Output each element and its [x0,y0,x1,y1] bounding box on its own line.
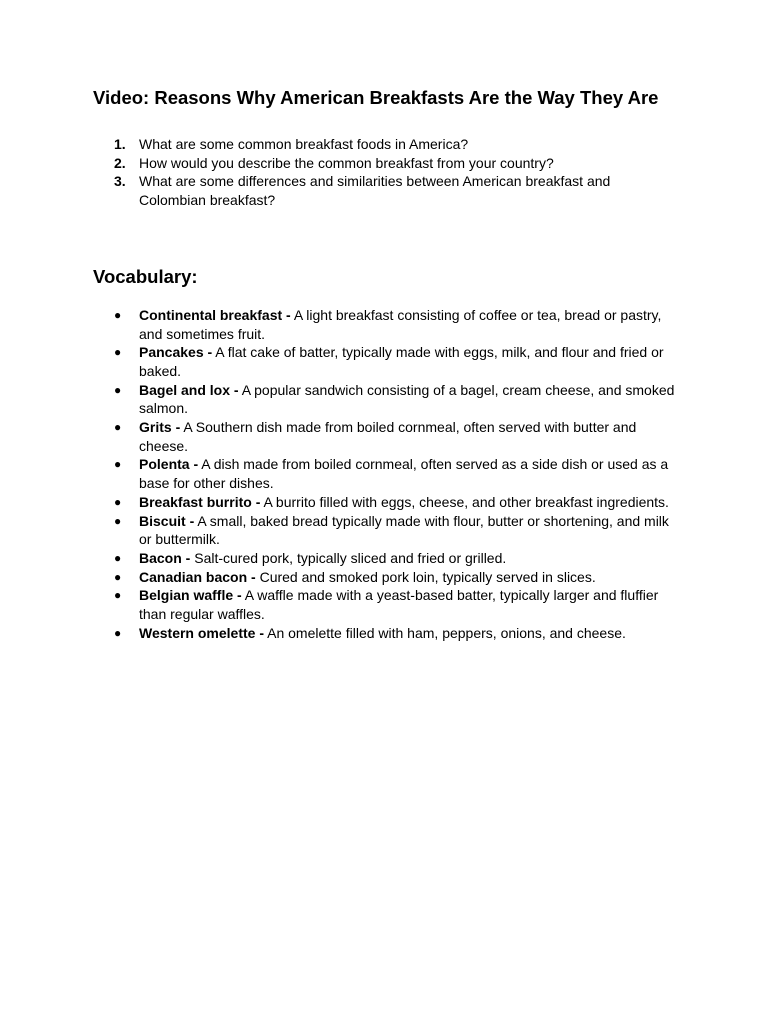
vocab-item [93,418,678,455]
vocab-term: Bacon - [139,549,191,566]
bullet-icon: ● [114,550,122,565]
question-item [93,154,678,173]
bullet-icon: ● [114,307,122,322]
vocab-term: Polenta - [139,456,199,473]
vocabulary-heading: Vocabulary: [93,265,198,287]
vocab-term: Pancakes - [139,344,213,361]
vocab-definition: A small, baked bread typically made with flour, butter or shortening, and milk or buttermilk. [139,512,669,548]
vocab-item [93,343,678,380]
vocab-item [93,512,678,549]
vocab-definition: Cured and smoked pork loin, typically served in slices. [255,568,596,585]
question-text: What are some common breakfast foods in America? [139,136,469,152]
vocab-term: Bagel and lox - [139,381,239,398]
vocab-definition: A light breakfast consisting of coffee or tea, bread or pastry, and sometimes fruit. [139,306,662,342]
vocab-item [93,381,678,418]
questions-list [93,135,678,210]
question-number: 3. [114,173,126,190]
vocabulary-list [93,306,678,643]
vocab-term: Breakfast burrito - [139,493,261,510]
question-number: 1. [114,136,126,152]
question-text: What are some differences and similarities between American breakfast and Colombian breakfast? [139,173,611,209]
vocab-term: Grits - [139,419,181,436]
bullet-icon: ● [114,588,122,603]
vocab-definition: Salt-cured pork, typically sliced and fried or grilled. [190,549,507,566]
vocab-item [93,549,678,568]
question-number: 2. [114,154,126,171]
vocab-definition: An omelette filled with ham, peppers, onions, and cheese. [264,624,626,641]
vocab-item [93,306,678,343]
bullet-icon: ● [114,625,122,640]
vocab-definition: A Southern dish made from boiled cornmeal, often served with butter and cheese. [139,419,637,454]
vocab-item [93,455,678,492]
vocab-item [93,493,678,512]
vocab-term: Western omelette - [139,624,264,641]
vocab-definition: A waffle made with a yeast-based batter, typically larger and fluffier than regular waffles. [139,587,659,623]
vocab-term: Canadian bacon - [139,568,256,585]
bullet-icon: ● [114,345,122,360]
bullet-icon: ● [114,457,122,472]
question-item [93,172,678,209]
vocab-item [93,624,678,643]
bullet-icon: ● [114,382,122,397]
vocab-definition: A dish made from boiled cornmeal, often served as a side dish or used as a base for other dishes. [139,456,669,492]
question-item [93,135,678,154]
page-title: Video: Reasons Why American Breakfasts Are the Way They Are [93,87,659,108]
question-text: How would you describe the common breakfast from your country? [139,154,554,171]
vocab-term: Biscuit - [139,512,195,529]
bullet-icon: ● [114,569,122,584]
bullet-icon: ● [114,494,122,509]
vocab-item [93,568,678,587]
bullet-icon: ● [114,420,122,435]
vocab-definition: A burrito filled with eggs, cheese, and other breakfast ingredients. [260,493,669,510]
vocab-term: Belgian waffle - [139,587,242,604]
vocab-definition: A flat cake of batter, typically made with eggs, milk, and flour and fried or baked. [139,344,664,379]
vocab-term: Continental breakfast - [139,306,291,323]
vocab-item [93,586,678,623]
document-page [93,86,678,642]
bullet-icon: ● [114,513,122,528]
vocab-definition: A popular sandwich consisting of a bagel, cream cheese, and smoked salmon. [139,381,675,417]
